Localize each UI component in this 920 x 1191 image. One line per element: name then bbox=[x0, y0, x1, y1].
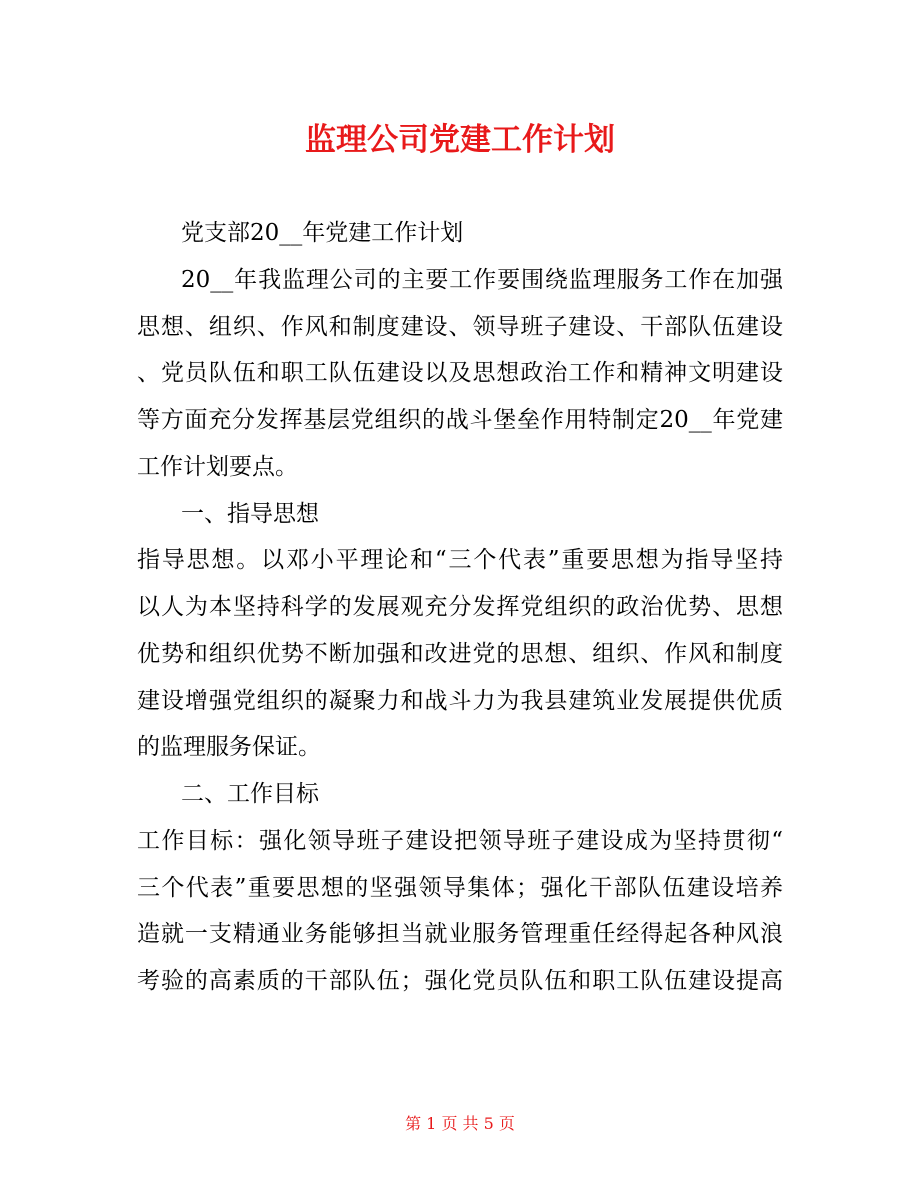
document-body bbox=[137, 210, 783, 1005]
plan-subtitle: 党支部20__年党建工作计划 bbox=[181, 220, 464, 246]
section1-line: 的监理服务保证。 bbox=[137, 734, 321, 761]
section-heading-work-goals: 二、工作目标 bbox=[181, 781, 319, 807]
section2-line: 造就一支精通业务能够担当就业服务管理重任经得起各种风浪 bbox=[137, 921, 783, 948]
intro-line: 工作计划要点。 bbox=[137, 453, 298, 480]
intro-line: 、党员队伍和职工队伍建设以及思想政治工作和精神文明建设 bbox=[137, 360, 783, 387]
section2-line: 考验的高素质的干部队伍；强化党员队伍和职工队伍建设提高 bbox=[137, 968, 783, 994]
section1-line: 建设增强党组织的凝聚力和战斗力为我县建筑业发展提供优质 bbox=[137, 687, 783, 714]
page-number-footer: 第 1 页 共 5 页 bbox=[405, 1114, 515, 1133]
intro-line: 等方面充分发挥基层党组织的战斗堡垒作用特制定20__年党建 bbox=[137, 407, 783, 433]
section2-line: 工作目标：强化领导班子建设把领导班子建设成为坚持贯彻“ bbox=[137, 827, 783, 854]
section1-line: 优势和组织优势不断加强和改进党的思想、组织、作风和制度 bbox=[137, 640, 783, 667]
section2-line: 三个代表”重要思想的坚强领导集体；强化干部队伍建设培养 bbox=[137, 874, 783, 901]
section1-line: 指导思想。以邓小平理论和“三个代表”重要思想为指导坚持 bbox=[137, 547, 783, 574]
document-title: 监理公司党建工作计划 bbox=[305, 122, 615, 158]
section-heading-guiding-ideology: 一、指导思想 bbox=[181, 500, 319, 527]
section1-line: 以人为本坚持科学的发展观充分发挥党组织的政治优势、思想 bbox=[137, 594, 783, 620]
intro-line: 思想、组织、作风和制度建设、领导班子建设、干部队伍建设 bbox=[137, 313, 783, 340]
intro-line: 20__年我监理公司的主要工作要围绕监理服务工作在加强 bbox=[181, 266, 783, 293]
